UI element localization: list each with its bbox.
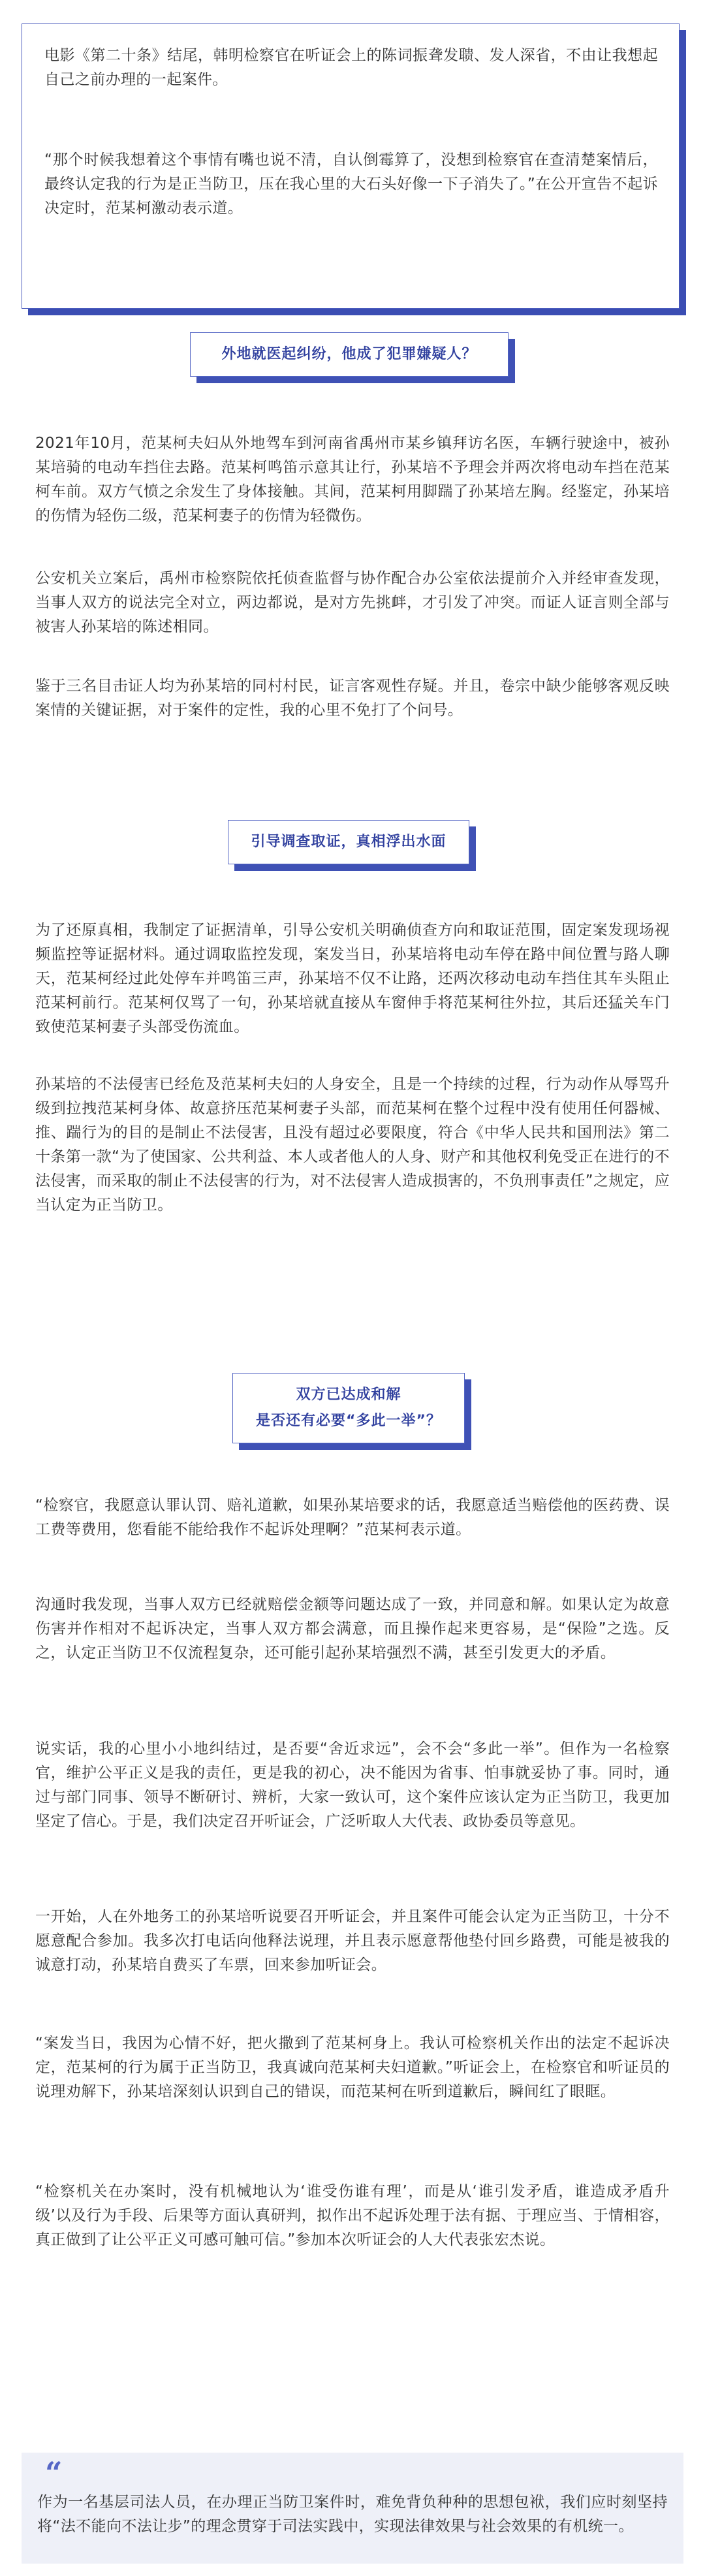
- section-heading-2: [228, 820, 469, 864]
- intro-box: [22, 24, 680, 309]
- intro-paragraph-1: 电影《第二十条》结尾，韩明检察官在听证会上的陈词振聋发聩、发人深省，不由让我想起自己之前办理的一起案件。: [44, 47, 658, 88]
- section3-paragraph-3: 说实话，我的心里小小地纠结过，是否要“舍近求远”，会不会“多此一举”。但作为一名检察官，维护公平正义是我的责任，更是我的初心，决不能因为省事、怕事就妥协了事。同时，通过与部门同事、领导不断研讨、辨析，大家一致认可，这个案件应该认定为正当防卫，我更加坚定了信心。于是，我们决定召开听证会，广泛听取人大代表、政协委员等意见。: [35, 1740, 670, 1830]
- section3-paragraph-5: “案发当日，我因为心情不好，把火撒到了范某柯身上。我认可检察机关作出的法定不起诉决定，范某柯的行为属于正当防卫，我真诚向范某柯夫妇道歉。”听证会上，在检察官和听证员的说理劝解下，孙某培深刻认识到自己的错误，而范某柯在听到道歉后，瞬间红了眼眶。: [35, 2035, 670, 2100]
- section1-paragraph-3: 鉴于三名目击证人均为孙某培的同村村民，证言客观性存疑。并且，卷宗中缺少能够客观反映案情的关键证据，对于案件的定性，我的心里不免打了个问号。: [35, 678, 670, 719]
- section-heading-3: [232, 1373, 465, 1443]
- section-heading-1-text: 外地就医起纠纷，他成了犯罪嫌疑人？: [221, 346, 477, 362]
- intro-paragraph-2: “那个时候我想着这个事情有嘴也说不清，自认倒霉算了，没想到检察官在查清楚案情后，最终认定我的行为是正当防卫，压在我心里的大石头好像一下子消失了。”在公开宣告不起诉决定时，范某柯激动表示道。: [44, 151, 658, 217]
- section1-paragraph-1: 2021年10月，范某柯夫妇从外地驾车到河南省禹州市某乡镇拜访名医，车辆行驶途中，被孙某培骑的电动车挡住去路。范某柯鸣笛示意其让行，孙某培不予理会并两次将电动车挡在范某柯车前。双方气愤之余发生了身体接触。其间，范某柯用脚踹了孙某培左胸。经鉴定，孙某培的伤情为轻伤二级，范某柯妻子的伤情为轻微伤。: [35, 435, 670, 524]
- section-heading-3-line-2: 是否还有必要“多此一举”？: [256, 1413, 441, 1429]
- closing-paragraph: 作为一名基层司法人员，在办理正当防卫案件时，难免背负种种的思想包袱，我们应时刻坚持将“法不能向不法让步”的理念贯穿于司法实践中，实现法律效果与社会效果的有机统一。: [37, 2494, 668, 2535]
- section1-paragraph-2: 公安机关立案后，禹州市检察院依托侦查监督与协作配合办公室依法提前介入并经审查发现，当事人双方的说法完全对立，两边都说，是对方先挑衅，才引发了冲突。而证人证言则全部与被害人孙某培的陈述相同。: [35, 570, 670, 635]
- section3-paragraph-4: 一开始，人在外地务工的孙某培听说要召开听证会，并且案件可能会认定为正当防卫，十分不愿意配合参加。我多次打电话向他释法说理，并且表示愿意帮他垫付回乡路费，可能是被我的诚意打动，孙某培自费买了车票，回来参加听证会。: [35, 1908, 670, 1973]
- section-heading-2-text: 引导调查取证，真相浮出水面: [251, 834, 446, 850]
- section3-paragraph-1: “检察官，我愿意认罪认罚、赔礼道歉，如果孙某培要求的话，我愿意适当赔偿他的医药费、误工费等费用，您看能不能给我作不起诉处理啊？”范某柯表示道。: [35, 1497, 670, 1538]
- section2-paragraph-2: 孙某培的不法侵害已经危及范某柯夫妇的人身安全，且是一个持续的过程，行为动作从辱骂升级到拉拽范某柯身体、故意挤压范某柯妻子头部，而范某柯在整个过程中没有使用任何器械、推、踹行为的目的是制止不法侵害，且没有超过必要限度，符合《中华人民共和国刑法》第二十条第一款“为了使国家、公共利益、本人或者他人的人身、财产和其他权利免受正在进行的不法侵害，而采取的制止不法侵害的行为，对不法侵害人造成损害的，不负刑事责任”之规定，应当认定为正当防卫。: [35, 1076, 670, 1214]
- section-heading-3-line-1: 双方已达成和解: [296, 1387, 401, 1403]
- section-heading-1: [190, 332, 509, 377]
- quote-mark-icon: “: [45, 2455, 63, 2490]
- section3-paragraph-2: 沟通时我发现，当事人双方已经就赔偿金额等问题达成了一致，并同意和解。如果认定为故意伤害并作相对不起诉决定，当事人双方都会满意，而且操作起来更容易，是“保险”之选。反之，认定正当防卫不仅流程复杂，还可能引起孙某培强烈不满，甚至引发更大的矛盾。: [35, 1596, 670, 1661]
- section3-paragraph-6: “检察机关在办案时，没有机械地认为‘谁受伤谁有理’，而是从‘谁引发矛盾，谁造成矛盾升级’以及行为手段、后果等方面认真研判，拟作出不起诉处理于法有据、于理应当、于情相容，真正做到了让公平正义可感可触可信。”参加本次听证会的人大代表张宏杰说。: [35, 2183, 670, 2248]
- section2-paragraph-1: 为了还原真相，我制定了证据清单，引导公安机关明确侦查方向和取证范围，固定案发现场视频监控等证据材料。通过调取监控发现，案发当日，孙某培将电动车停在路中间位置与路人聊天，范某柯经过此处停车并鸣笛三声，孙某培不仅不让路，还两次移动电动车挡住其车头阻止范某柯前行。范某柯仅骂了一句，孙某培就直接从车窗伸手将范某柯往外拉，其后还猛关车门致使范某柯妻子头部受伤流血。: [35, 922, 670, 1035]
- closing-quote-panel: [22, 2453, 683, 2564]
